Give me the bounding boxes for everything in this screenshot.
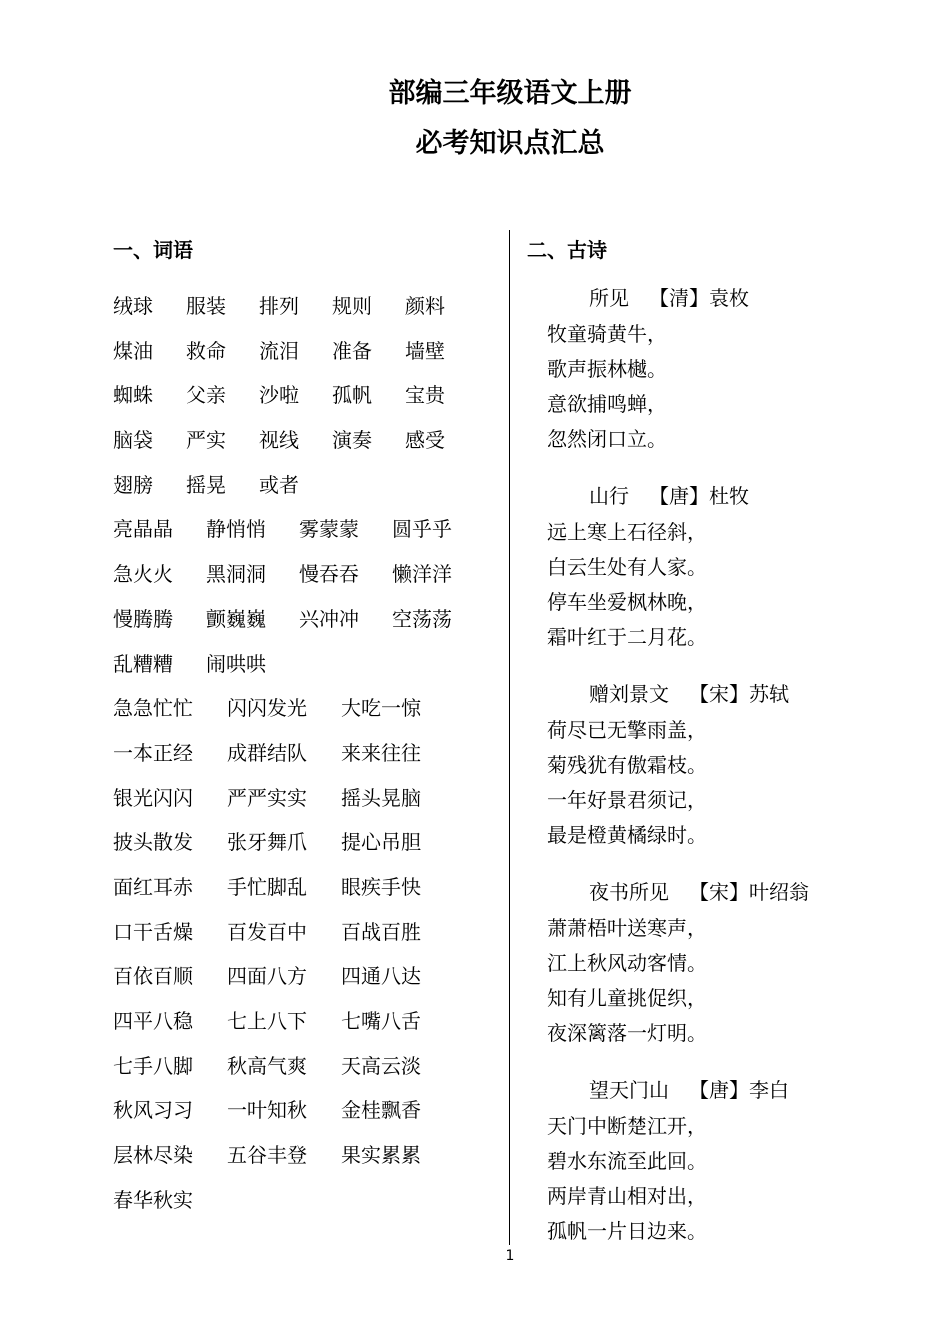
page-number: 1 <box>505 1248 515 1264</box>
poem-line: 菊残犹有傲霜枝。 <box>547 753 707 777</box>
word-row <box>113 1046 485 1091</box>
word-row <box>113 420 485 465</box>
word-row <box>113 599 485 644</box>
word-row <box>113 1135 485 1180</box>
document-title: 部编三年级语文上册 <box>388 78 632 109</box>
vocab-word: 口干舌燥 <box>113 919 193 944</box>
vocab-word: 一叶知秋 <box>227 1098 307 1123</box>
vocab-word: 感受 <box>405 428 445 453</box>
column-divider <box>509 230 510 1245</box>
vocab-word: 翅膀 <box>113 472 153 497</box>
poem-title: 夜书所见 <box>589 880 669 904</box>
word-row <box>113 554 485 599</box>
vocab-word: 百战百胜 <box>341 919 421 944</box>
poem-author: 【清】袁枚 <box>649 286 749 310</box>
poem-line: 霜叶红于二月花。 <box>547 625 707 649</box>
word-row <box>113 912 485 957</box>
vocab-word: 墙壁 <box>405 338 445 363</box>
vocab-word: 春华秋实 <box>113 1187 193 1212</box>
vocab-word: 百依百顺 <box>113 964 193 989</box>
word-row <box>113 778 485 823</box>
poem-line: 荷尽已无擎雨盖， <box>547 718 707 742</box>
vocab-word: 严严实实 <box>227 785 307 810</box>
vocab-word: 四平八稳 <box>113 1009 193 1033</box>
vocab-word: 闪闪发光 <box>227 696 307 721</box>
vocab-word: 排列 <box>259 294 299 318</box>
poem-header <box>547 481 809 515</box>
vocab-word: 闹哄哄 <box>206 651 266 676</box>
vocab-word: 眼疾手快 <box>341 874 421 899</box>
vocab-word: 果实累累 <box>341 1143 421 1168</box>
vocab-word: 银光闪闪 <box>113 785 193 810</box>
poem-header <box>547 283 809 317</box>
poem-line: 最是橙黄橘绿时。 <box>547 823 707 847</box>
vocab-word: 秋风习习 <box>113 1098 193 1123</box>
vocab-word: 脑袋 <box>113 428 153 453</box>
poem <box>547 1075 809 1249</box>
vocab-word: 煤油 <box>113 338 153 363</box>
document-subtitle: 必考知识点汇总 <box>415 128 605 159</box>
vocab-word: 父亲 <box>186 383 226 408</box>
vocab-word: 沙啦 <box>259 383 299 408</box>
poem-line: 孤帆一片日边来。 <box>547 1219 707 1243</box>
vocab-word: 绒球 <box>113 294 153 318</box>
vocab-word: 四面八方 <box>227 964 307 989</box>
vocab-word: 雾蒙蒙 <box>299 517 359 542</box>
vocab-word: 五谷丰登 <box>227 1143 307 1168</box>
vocab-word: 秋高气爽 <box>227 1053 307 1078</box>
vocab-word: 张牙舞爪 <box>227 830 307 855</box>
vocab-word: 孤帆 <box>332 383 372 408</box>
vocab-word: 慢吞吞 <box>299 562 359 587</box>
poem <box>547 481 809 655</box>
poem-title: 所见 <box>589 286 629 310</box>
vocab-word: 颤巍巍 <box>206 606 266 631</box>
vocab-word: 救命 <box>186 338 226 363</box>
poem <box>547 283 809 457</box>
poem-line: 白云生处有人家。 <box>547 555 707 579</box>
poem-title: 山行 <box>589 484 629 508</box>
word-row <box>113 822 485 867</box>
poem-line: 两岸青山相对出， <box>547 1184 707 1208</box>
poem-line: 意欲捕鸣蝉， <box>547 392 667 416</box>
vocab-word: 大吃一惊 <box>341 696 421 721</box>
word-row <box>113 1180 485 1225</box>
vocab-word: 颜料 <box>405 294 445 318</box>
word-row <box>113 1001 485 1046</box>
poem-header <box>547 679 809 713</box>
vocab-word: 准备 <box>332 338 372 363</box>
word-row <box>113 375 485 420</box>
vocab-word: 来来往往 <box>341 740 421 765</box>
vocab-word: 或者 <box>259 472 299 497</box>
poem-line: 江上秋风动客情。 <box>547 951 707 975</box>
poem <box>547 877 809 1051</box>
vocab-word: 圆乎乎 <box>392 517 452 542</box>
poem-author: 【唐】李白 <box>689 1078 789 1102</box>
vocab-word: 面红耳赤 <box>113 874 193 899</box>
vocab-word: 演奏 <box>332 428 372 453</box>
vocab-word: 兴冲冲 <box>299 606 359 631</box>
vocab-word: 懒洋洋 <box>392 562 452 587</box>
vocab-word: 披头散发 <box>113 830 193 855</box>
vocab-word: 七手八脚 <box>113 1053 193 1078</box>
poem <box>547 679 809 853</box>
word-row <box>113 867 485 912</box>
poem-header <box>547 877 809 911</box>
poem-author: 【宋】苏轼 <box>689 682 789 706</box>
poem-header <box>547 1075 809 1109</box>
vocab-word: 空荡荡 <box>392 606 452 631</box>
poem-line: 知有儿童挑促织， <box>547 986 707 1010</box>
word-row <box>113 688 485 733</box>
poem-line: 歌声振林樾。 <box>547 357 667 381</box>
poem-line: 停车坐爱枫林晚， <box>547 590 707 614</box>
section-heading-poems: 二、古诗 <box>527 238 607 262</box>
vocab-word: 层林尽染 <box>113 1143 193 1168</box>
vocab-word: 乱糟糟 <box>113 651 173 676</box>
poem-line: 碧水东流至此回。 <box>547 1149 707 1173</box>
word-row <box>113 286 485 331</box>
vocab-word: 金桂飘香 <box>341 1098 421 1123</box>
vocab-word: 流泪 <box>259 338 299 363</box>
word-row <box>113 644 485 689</box>
vocab-word: 七嘴八舌 <box>341 1009 421 1033</box>
poem-line: 萧萧梧叶送寒声， <box>547 916 707 940</box>
vocab-word: 静悄悄 <box>206 517 266 542</box>
poem-line: 牧童骑黄牛， <box>547 322 667 346</box>
vocab-word: 视线 <box>259 428 299 453</box>
vocab-word: 四通八达 <box>341 964 421 989</box>
vocab-word: 急火火 <box>113 562 173 587</box>
vocab-word: 手忙脚乱 <box>227 874 307 899</box>
vocab-word: 急急忙忙 <box>113 696 193 721</box>
vocab-word: 严实 <box>186 428 226 453</box>
vocab-word: 提心吊胆 <box>341 830 421 855</box>
poem-line: 远上寒上石径斜， <box>547 520 707 544</box>
vocab-word: 黑洞洞 <box>206 562 266 587</box>
poem-line: 夜深篱落一灯明。 <box>547 1021 707 1045</box>
vocab-word: 服装 <box>186 294 226 318</box>
word-row <box>113 733 485 778</box>
word-row <box>113 956 485 1001</box>
poem-line: 一年好景君须记， <box>547 788 707 812</box>
poem-author: 【宋】叶绍翁 <box>689 880 809 904</box>
vocab-word: 摇头晃脑 <box>341 785 421 810</box>
vocab-word: 亮晶晶 <box>113 517 173 542</box>
poem-title: 望天门山 <box>589 1078 669 1102</box>
section-heading-vocab: 一、词语 <box>113 238 193 262</box>
vocab-word: 规则 <box>332 294 372 318</box>
poem-line: 天门中断楚江开， <box>547 1114 707 1138</box>
vocab-word: 宝贵 <box>405 383 445 408</box>
vocab-list <box>113 286 485 1224</box>
poem-title: 赠刘景文 <box>589 682 669 706</box>
word-row <box>113 509 485 554</box>
vocab-word: 蜘蛛 <box>113 383 153 408</box>
poem-list <box>547 283 809 1273</box>
vocab-word: 成群结队 <box>227 740 307 765</box>
word-row <box>113 331 485 376</box>
word-row <box>113 1090 485 1135</box>
vocab-word: 慢腾腾 <box>113 606 173 631</box>
vocab-word: 天高云淡 <box>341 1053 421 1078</box>
poem-author: 【唐】杜牧 <box>649 484 749 508</box>
vocab-word: 百发百中 <box>227 919 307 944</box>
vocab-word: 七上八下 <box>227 1009 307 1033</box>
word-row <box>113 465 485 510</box>
poem-line: 忽然闭口立。 <box>547 427 667 451</box>
vocab-word: 摇晃 <box>186 472 226 497</box>
vocab-word: 一本正经 <box>113 740 193 765</box>
